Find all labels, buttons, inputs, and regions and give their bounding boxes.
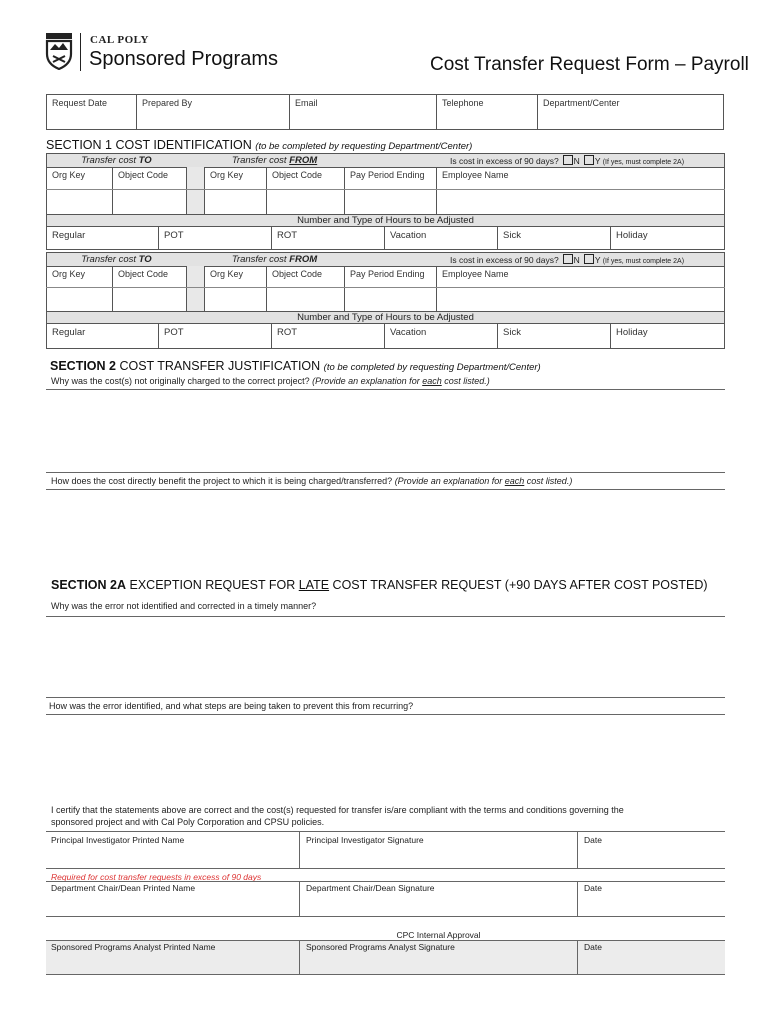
pi-date-label: Date (584, 835, 602, 845)
pi-signature-field[interactable] (300, 846, 577, 867)
hours-pot-2[interactable]: POT (158, 323, 272, 349)
email-field[interactable]: Email (289, 94, 437, 130)
section2-question-2: How does the cost directly benefit the project to which it is being charged/transferred? (Provide an explanation for each cost listed.) (51, 476, 573, 486)
pi-name-label: Principal Investigator Printed Name (51, 835, 185, 845)
section2a-answer-2[interactable] (46, 715, 725, 795)
hours-holiday[interactable]: Holiday (610, 226, 725, 250)
cpc-approval-label: CPC Internal Approval (396, 930, 481, 940)
chair-date-field[interactable] (578, 894, 725, 915)
certify-text-2: sponsored project and with Cal Poly Corporation and CPSU policies. (51, 817, 325, 827)
section2-answer-1[interactable] (46, 390, 725, 470)
analyst-signature-field[interactable] (300, 953, 577, 973)
chair-name-label: Department Chair/Dean Printed Name (51, 883, 196, 893)
excess-question: Is cost in excess of 90 days? N Y (If yes, must complete 2A) (450, 156, 685, 166)
hours-sick[interactable]: Sick (497, 226, 611, 250)
pi-date-field[interactable] (578, 846, 725, 867)
excess-n-checkbox[interactable] (563, 155, 573, 165)
excess-y-checkbox[interactable] (584, 155, 594, 165)
hours-vacation[interactable]: Vacation (384, 226, 498, 250)
section2-question-1: Why was the cost(s) not originally charged to the correct project? (Provide an explanation for each cost listed.) (51, 376, 490, 386)
hours-regular-2[interactable]: Regular (46, 323, 159, 349)
section2-answer-2[interactable] (46, 490, 725, 570)
brand-small: CAL POLY (90, 34, 149, 46)
excess-y-checkbox-2[interactable] (584, 254, 594, 264)
hours-header: Number and Type of Hours to be Adjusted (46, 214, 725, 227)
request-date-field[interactable]: Request Date (46, 94, 137, 130)
hours-rot-2[interactable]: ROT (271, 323, 385, 349)
cal-poly-seal-icon (44, 32, 74, 70)
pay-period-ending[interactable]: Pay Period Ending (344, 167, 437, 215)
excess-n-checkbox-2[interactable] (563, 254, 573, 264)
analyst-name-label: Sponsored Programs Analyst Printed Name (51, 942, 216, 952)
section2a-answer-1[interactable] (46, 617, 725, 695)
section2-title: SECTION 2 COST TRANSFER JUSTIFICATION (to be completed by requesting Department/Center) (50, 359, 541, 373)
prepared-by-field[interactable]: Prepared By (136, 94, 290, 130)
from-object-code-2[interactable]: Object Code (266, 266, 345, 312)
from-object-code[interactable]: Object Code (266, 167, 345, 215)
from-org-key[interactable]: Org Key (204, 167, 267, 215)
to-object-code-2[interactable]: Object Code (112, 266, 187, 312)
to-org-key-2[interactable]: Org Key (46, 266, 113, 312)
department-field[interactable]: Department/Center (537, 94, 724, 130)
required-note: Required for cost transfer requests in excess of 90 days (51, 872, 262, 882)
hours-holiday-2[interactable]: Holiday (610, 323, 725, 349)
hours-sick-2[interactable]: Sick (497, 323, 611, 349)
pi-name-field[interactable] (46, 846, 299, 867)
brand-large: Sponsored Programs (89, 48, 278, 70)
chair-signature-label: Department Chair/Dean Signature (306, 883, 435, 893)
to-object-code[interactable]: Object Code (112, 167, 187, 215)
telephone-field[interactable]: Telephone (436, 94, 538, 130)
hours-regular[interactable]: Regular (46, 226, 159, 250)
analyst-date-field[interactable] (578, 953, 725, 973)
employee-name-2[interactable]: Employee Name (436, 266, 725, 312)
from-org-key-2[interactable]: Org Key (204, 266, 267, 312)
chair-name-field[interactable] (46, 894, 299, 915)
chair-signature-field[interactable] (300, 894, 577, 915)
pay-period-ending-2[interactable]: Pay Period Ending (344, 266, 437, 312)
analyst-name-field[interactable] (46, 953, 299, 973)
section1-title: SECTION 1 COST IDENTIFICATION (to be completed by requesting Department/Center) (46, 138, 473, 152)
section2a-question-1: Why was the error not identified and corrected in a timely manner? (51, 601, 317, 611)
analyst-date-label: Date (584, 942, 602, 952)
hours-pot[interactable]: POT (158, 226, 272, 250)
hours-rot[interactable]: ROT (271, 226, 385, 250)
employee-name[interactable]: Employee Name (436, 167, 725, 215)
hours-vacation-2[interactable]: Vacation (384, 323, 498, 349)
transfer-from-header: Transfer cost FROM (231, 155, 318, 166)
section2a-title: SECTION 2A EXCEPTION REQUEST FOR LATE COST TRANSFER REQUEST (+90 DAYS AFTER COST POSTED) (51, 578, 708, 592)
pi-signature-label: Principal Investigator Signature (306, 835, 424, 845)
section2a-question-2: How was the error identified, and what steps are being taken to prevent this from recurring? (49, 701, 414, 711)
to-org-key[interactable]: Org Key (46, 167, 113, 215)
analyst-signature-label: Sponsored Programs Analyst Signature (306, 942, 455, 952)
chair-date-label: Date (584, 883, 602, 893)
certify-text-1: I certify that the statements above are correct and the cost(s) requested for transfer is/are compliant with the terms and conditions governing the (51, 805, 624, 815)
form-title: Cost Transfer Request Form – Payroll (430, 54, 749, 75)
transfer-to-header: Transfer cost TO (81, 155, 152, 166)
